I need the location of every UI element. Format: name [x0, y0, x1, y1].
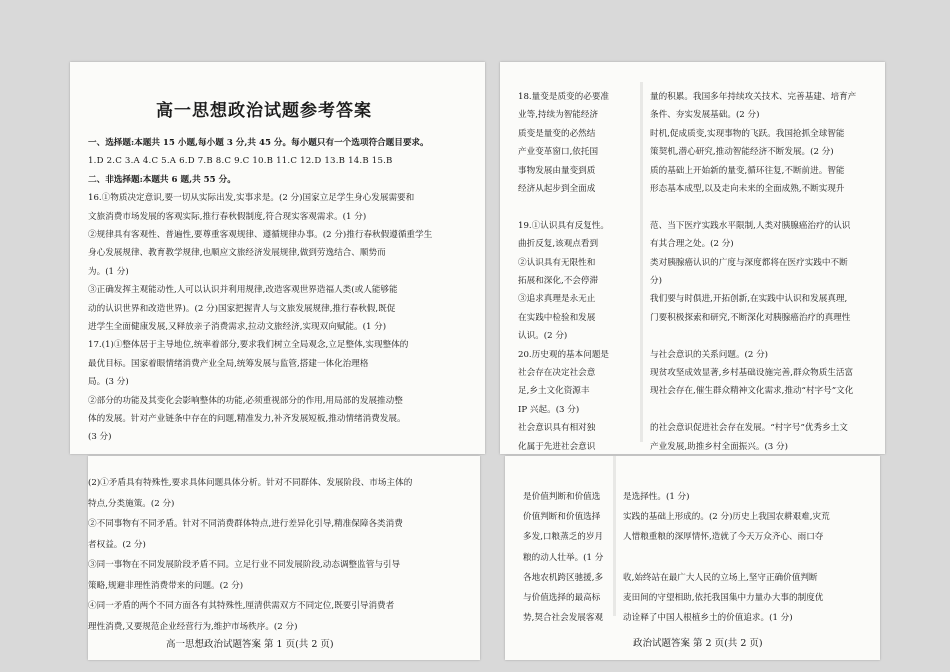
text-line: 18.量变是质变的必要准 [518, 92, 610, 102]
text-line: 现社会存在,催生群众精神文化需求,推动“村字号”文化 [650, 386, 854, 397]
text-line: 实践的基础上形成的。(2 分)历史上我国农耕艰难,灾荒 [623, 512, 830, 523]
text-line: 体的发展。针对产业链条中存在的问题,精准发力,补齐发展短板,推动情绪消费发展。 [88, 414, 406, 424]
text-line: 产业变革窗口,依托国 [518, 147, 599, 158]
text-line: 是选择性。(1 分) [623, 492, 690, 502]
text-line: 社会意识具有相对独 [518, 423, 596, 434]
text-line: 特点,分类施策。(2 分) [88, 498, 175, 509]
text-line: 最优目标。国家着眼情绪消费产业全局,统筹发展与监管,搭建一体化治理格 [88, 358, 369, 369]
text-line: 有其合理之处。(2 分) [650, 239, 734, 250]
text-line: 与社会意识的关系问题。(2 分) [650, 349, 769, 360]
text-line: 量的积累。我国多年持续攻关技术、完善基建、培育产 [650, 92, 857, 102]
text-line: ②认识具有无限性和 [518, 257, 596, 268]
text-line: 价值判断和价值选择 [523, 512, 601, 523]
text-line: ③同一事物在不同发展阶段矛盾不同。立足行业不同发展阶段,动态调整监管与引导 [88, 560, 401, 570]
text-line: (2)①矛盾具有特殊性,要求具体问题具体分析。针对不同群体、发展阶段、市场主体的 [88, 478, 413, 488]
text-line: 麦田间的守望相助,依托我国集中力量办大事的制度优 [623, 593, 824, 603]
text-line: 化属于先进社会意识 [518, 441, 596, 452]
text-line: 进学生全面健康发展,又释放亲子消费需求,拉动文旅经济,实现双向赋能。(1 分) [88, 322, 387, 332]
text-line: 身心发展规律、教育教学规律,也顺应文旅经济发展规律,做到劳逸结合、顺势而 [88, 248, 386, 259]
text-line: 势,契合社会发展客观 [523, 613, 604, 624]
text-line: 社会存在决定社会意 [518, 368, 596, 378]
text-line: 20.历史观的基本问题是 [518, 349, 610, 360]
text-line: 的社会意识促进社会存在发展。“村字号”优秀乡土文 [650, 423, 848, 434]
text-line: IP 兴起。(3 分) [518, 404, 580, 415]
text-line: 现贫攻坚成效显著,乡村基础设施完善,群众物质生活富 [650, 368, 854, 378]
text-line: ③追求真理是永无止 [518, 294, 596, 305]
text-line: 理性消费,又要规范企业经营行为,维护市场秩序。(2 分) [88, 621, 298, 632]
text-line: 分) [650, 276, 662, 286]
text-line: 动的认识世界和改造世界)。(2 分)国家把握青人与文旅发展规律,推行春秋假,既促 [88, 303, 396, 314]
text-line: 是价值判断和价值选 [523, 492, 601, 502]
answer-page-2-top [500, 62, 885, 454]
text-line: 事物发展由量变到质 [518, 165, 596, 176]
text-line: 足,乡土文化资源丰 [518, 386, 590, 397]
text-line: 质的基础上开始新的量变,循环往复,不断前进。智能 [650, 165, 845, 176]
text-line: 1.D 2.C 3.A 4.C 5.A 6.D 7.B 8.C 9.C 10.B 11.C 12.D 13.B 14.B 15.B [88, 156, 393, 167]
text-line: 二、非选择题:本题共 6 题,共 55 分。 [88, 174, 236, 185]
text-line: 者权益。(2 分) [88, 539, 146, 550]
text-line: 一、选择题:本题共 15 小题,每小题 3 分,共 45 分。每小题只有一个选项符合题目要求。 [88, 138, 429, 148]
text-line: 曲折反复,该观点看到 [518, 239, 599, 250]
text-line: 门要积极探索和研究,不断深化对胰腺癌治疗的真理性 [650, 312, 851, 323]
text-line: 收,始终站在最广大人民的立场上,坚守正确价值判断 [623, 572, 818, 583]
text-line: ③正确发挥主观能动性,人可以认识并利用规律,改造客观世界造福人类(或人能够能 [88, 285, 398, 296]
text-line: 时机,促成质变,实现事物的飞跃。我国抢抓全球智能 [650, 128, 845, 139]
text-line: 19.①认识具有反复性。 [518, 220, 610, 231]
page-2-footer: 政治试题答案 第 2 页(共 2 页) [633, 638, 763, 649]
fold-gutter [613, 456, 616, 616]
text-line: 17.(1)①整体居于主导地位,统率着部分,要求我们树立全局观念,立足整体,实现整体的 [88, 340, 409, 351]
text-line: 动诠释了中国人根植乡土的价值追求。(1 分) [623, 613, 793, 624]
text-line: 人惜粮重粮的深厚情怀,造就了今天万众齐心、雨口夺 [623, 532, 824, 543]
text-line: 粮的动人壮举。(1 分 [523, 552, 604, 563]
text-line: ②不同事物有不同矛盾。针对不同消费群体特点,进行差异化引导,精准保障各类消费 [88, 519, 403, 529]
text-line: 经济从起步到全面成 [518, 184, 596, 194]
page-title: 高一思想政治试题参考答案 [156, 101, 372, 121]
text-line: 类对胰腺癌认识的广度与深度都将在医疗实践中不断 [650, 257, 848, 268]
text-line: 范、当下医疗实践水平限制,人类对胰腺癌治疗的认识 [650, 220, 851, 231]
text-line: 16.①物质决定意识,要一切从实际出发,实事求是。(2 分)国家立足学生身心发展需要和 [88, 193, 415, 204]
text-line: 多发,口粮蒸乏的岁月 [523, 532, 604, 543]
text-line: 与价值选择的最高标 [523, 593, 601, 603]
text-line: 局。(3 分) [88, 377, 129, 388]
text-line: 策略,规避非理性消费带来的问题。(2 分) [88, 580, 244, 591]
text-line: 为。(1 分) [88, 266, 129, 277]
text-line: 各地农机跨区驰援,多 [523, 572, 604, 583]
text-line: 条件、夯实发展基础。(2 分) [650, 110, 760, 121]
text-line: 策契机,潜心研究,推动智能经济不断发展。(2 分) [650, 147, 834, 158]
text-line: (3 分) [88, 432, 112, 443]
text-line: 形态基本成型,以及走向未来的全面成熟,不断实现升 [650, 184, 845, 194]
text-line: 业等,持续为智能经济 [518, 110, 599, 121]
text-line: 拓展和深化,不会停滞 [518, 276, 599, 286]
text-line: ④同一矛盾的两个不同方面各有其特殊性,厘清供需双方不同定位,既要引导消费者 [88, 601, 395, 611]
text-line: 我们要与时俱进,开拓创新,在实践中认识和发展真理, [650, 294, 848, 305]
text-line: ②部分的功能及其变化会影响整体的功能,必须重视部分的作用,用局部的发展推动整 [88, 395, 403, 406]
answer-page-1-bottom [88, 456, 480, 660]
answer-page-1-top [70, 62, 485, 454]
text-line: 认识。(2 分) [518, 331, 568, 342]
page-1-footer: 高一思想政治试题答案 第 1 页(共 2 页) [166, 639, 334, 650]
text-line: 在实践中检验和发展 [518, 312, 596, 323]
text-line: ②规律具有客观性、普遍性,要尊重客观规律、遵循规律办事。(2 分)推行春秋假遵循重学生 [88, 230, 433, 240]
text-line: 质变是量变的必然结 [518, 128, 596, 139]
text-line: 产业发展,助推乡村全面振兴。(3 分) [650, 441, 788, 452]
fold-gutter [640, 82, 643, 442]
text-line: 文旅消费市场发展的客观实际,推行春秋假制度,符合现实客观需求。(1 分) [88, 211, 367, 222]
answer-page-2-bottom [505, 456, 880, 660]
